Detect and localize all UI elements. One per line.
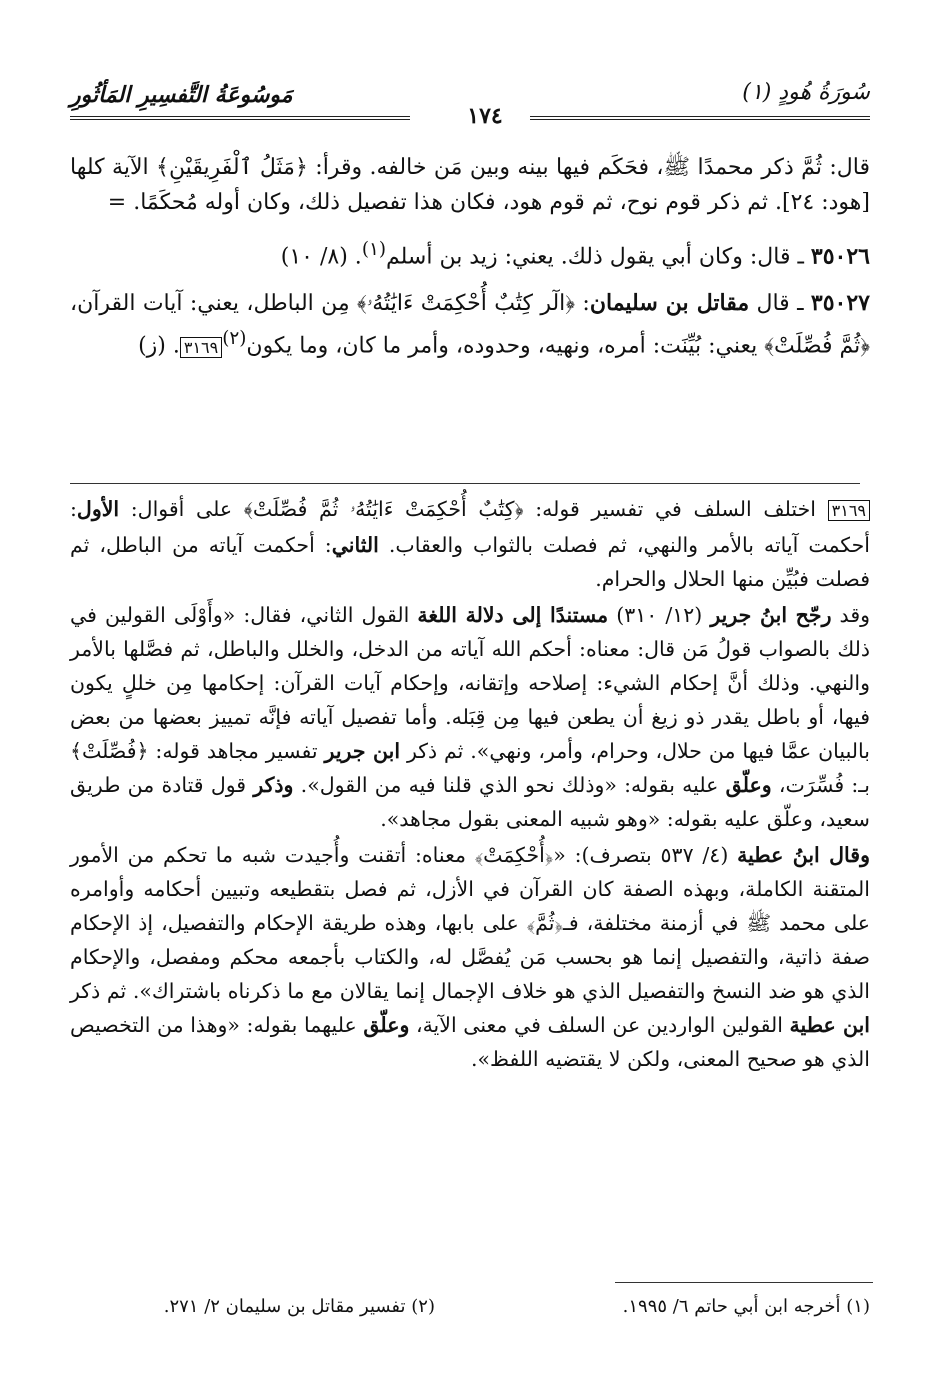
athar-lead: ـ قال [749, 291, 811, 317]
note-label: الثاني [331, 533, 379, 557]
note-bold: وقال ابنُ عطية [737, 843, 870, 867]
athar-text: : ﴿الٓر كِتَٰبٌ أُحْكِمَتْ ءَايَٰتُهُۥ﴾ مِن الباطل، يعني: آيات القرآن، ﴿ثُمَّ فُصِّلَتْ﴾ يعني: بُيِّنَت: أمره، ونهيه، وحدوده، وأمر ما كان، وما يكون [70, 291, 870, 359]
header-rule-right [530, 116, 870, 120]
note-text: عليه بقوله: «وذلك نحو الذي قلنا فيه من القول». [293, 773, 726, 797]
note-paragraph [70, 598, 870, 836]
athar-number: ٣٥٠٢٦ [810, 243, 870, 270]
narrator-name: مقاتل بن سليمان [589, 290, 750, 317]
footnote-2: (٢) تفسير مقاتل بن سليمان ٢/ ٢٧١. [163, 1296, 435, 1317]
note-bold: ابن جرير [324, 739, 401, 763]
note-text: : أحكمت آياته من الباطل، ثم فصلت فبُيِّن منها الحلال والحرام. [70, 533, 870, 591]
notes-separator [70, 483, 860, 484]
athar-number: ٣٥٠٢٧ [810, 290, 870, 317]
page-header [70, 76, 870, 136]
footnote-1: (١) أخرجه ابن أبي حاتم ٦/ ١٩٩٥. [622, 1296, 870, 1317]
note-bold: ابن عطية [789, 1013, 870, 1037]
note-bold: وذكر [253, 773, 294, 797]
footnote-ref: (١) [361, 239, 386, 260]
athar-35027 [70, 286, 870, 364]
main-text [70, 150, 870, 377]
note-text: وقد [831, 603, 871, 627]
note-ref-box: ٣١٦٩ [180, 337, 222, 358]
note-label: الأول [76, 497, 120, 521]
note-text: (٤/ ٥٣٧ بتصرف): «﴿أُحْكِمَتْ﴾ معناه: أتقنت وأُجيدت شبه ما تحكم من الأمور المتقنة الكاملة، وبهذه الصفة كان القرآن في الأزل، ثم فصل بتقطيعه وتبيين أحكامه وأوامره على محمد ﷺ في أزمنة مختلفة، فـ﴿ثُمَّ﴾ على بابها، وهذه طريقة الإحكام والتفصيل، إذ الإحكام صفة ذاتية، والتفصيل إنما هو بحسب مَن يُفصَّل له، والكتاب بأجمعه محكم ومفصل، والإحكام الذي هو ضد النسخ والتفصيل الذي هو خلاف الإجمال إنما يقالان مع ما ذكرناه باشتراك». ثم ذكر [70, 843, 870, 1003]
note-paragraph [70, 838, 870, 1076]
note-paragraph [70, 492, 870, 596]
note-bold: مستندًا إلى دلالة اللغة [417, 603, 609, 627]
note-text: : أحكمت آياته بالأمر والنهي، ثم فصلت بالثواب والعقاب. [70, 497, 870, 557]
note-text: القول الثاني، فقال: «وأَوْلَى القولين في ذلك بالصواب قولُ مَن قال: معناه: أحكم الله آياته من الدخل، والخلل والباطل، ثم فصَّلها بالأمر والنهي. وذلك أنَّ إحكام الشيء: إصلاحه وإتقانه، وإحكام آيات القرآن: إحكامها مِن خللٍ يكون فيها، أو باطل يقدر ذو زيغ أن يطعن فيها مِن قِبَله. وأما تفصيل آياته فإنَّه تمييز بعضها من بعض بالبيان عمَّا فيها من حلال، وحرام، وأمر، ونهي». ثم ذكر [70, 603, 870, 763]
note-text: (١٢/ ٣١٠) [608, 603, 711, 627]
note-text: تفسير مجاهد قوله: ﴿فُصِّلَتْ﴾ بـ: فُسِّرَت، [70, 739, 871, 797]
note-text: القولين الواردين عن السلف في معنى الآية، [409, 1013, 790, 1037]
athar-tail: . (ز) [138, 333, 180, 359]
footnotes-separator [615, 1282, 873, 1283]
note-text: عليهما بقوله: «وهذا من التخصيص الذي هو صحيح المعنى، ولكن لا يقتضيه اللفظ». [70, 1013, 870, 1071]
surah-title: سُورَةُ هُودٍ (١) [742, 80, 870, 105]
footnote-ref: (٢) [222, 328, 247, 350]
note-text: قول قتادة من طريق سعيد، وعلّق عليه بقوله: «وهو شبيه المعنى بقول مجاهد». [70, 773, 870, 831]
header-rule-left [70, 116, 410, 120]
note-number-box: ٣١٦٩ [828, 500, 870, 521]
note-bold: وعلّق [363, 1013, 410, 1037]
note-bold: رجّح ابنُ جرير [710, 603, 832, 627]
athar-35026 [70, 232, 870, 274]
athar-text: ـ قال: وكان أبي يقول ذلك. يعني: زيد بن أسلم [385, 244, 811, 270]
book-title: مَوسُوعَةُ التَّفسِيرِ المَأثُورِ [70, 82, 293, 108]
paragraph-continuation: قال: ثُمَّ ذكر محمدًا ﷺ، فحَكَم فيها بينه وبين مَن خالفه. وقرأ: ﴿مَثَلُ ٱلْفَرِيقَيْنِ﴾ الآية كلها [هود: ٢٤]. ثم ذكر قوم نوح، ثم قوم هود، فكان هذا تفصيل ذلك، وكان أوله مُحكَمًا. = [70, 155, 870, 215]
athar-tail: . (٨/ ١٠) [280, 244, 362, 270]
page-number: ١٧٤ [467, 103, 503, 129]
notes-section [70, 492, 870, 1078]
note-bold: وعلّق [725, 773, 772, 797]
note-text: اختلف السلف في تفسير قوله: ﴿كِتَٰبٌ أُحْكِمَتْ ءَايَٰتُهُۥ ثُمَّ فُصِّلَتْ﴾ على أقوال: [119, 497, 828, 521]
